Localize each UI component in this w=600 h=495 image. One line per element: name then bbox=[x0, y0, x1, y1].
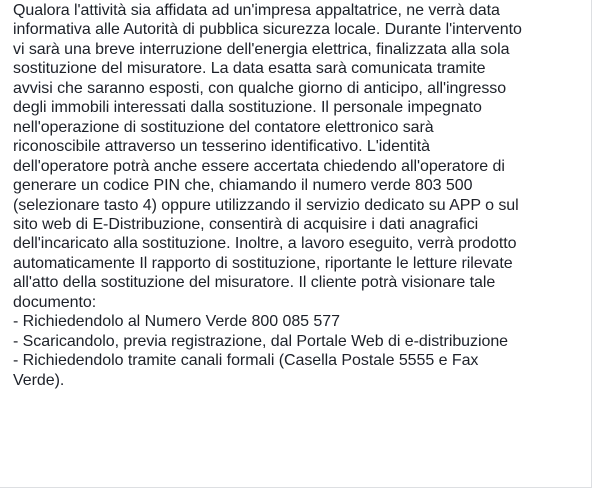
list-item-text: - Richiedendolo al Numero Verde 800 085 577 bbox=[13, 313, 340, 331]
text-line: degli immobili interessati dalla sostituzione. Il personale impegnato bbox=[13, 99, 482, 117]
text-line: all'atto della sostituzione del misuratore. Il cliente potrà visionare tale bbox=[13, 274, 496, 292]
text-line: dell'operatore potrà anche essere accertata chiedendo all'operatore di bbox=[13, 157, 505, 175]
list-item-text: - Richiedendolo tramite canali formali (Casella Postale 5555 e Fax bbox=[13, 352, 479, 370]
text-line: (selezionare tasto 4) oppure utilizzando il servizio dedicato su APP o sul bbox=[13, 196, 519, 214]
text-line: riconoscibile attraverso un tesserino identificativo. L'identità bbox=[13, 138, 430, 156]
post-body-text bbox=[13, 1, 591, 390]
text-line: dell'incaricato alla sostituzione. Inoltre, a lavoro eseguito, verrà prodotto bbox=[13, 235, 517, 253]
text-line: generare un codice PIN che, chiamando il numero verde 803 500 bbox=[13, 177, 473, 195]
text-line: sostituzione del misuratore. La data esatta sarà comunicata tramite bbox=[13, 60, 486, 78]
text-line: automaticamente Il rapporto di sostituzione, riportante le letture rilevate bbox=[13, 254, 513, 272]
list-item-text: Verde). bbox=[13, 371, 65, 389]
text-line: avvisi che saranno esposti, con qualche giorno di anticipo, all'ingresso bbox=[13, 79, 507, 97]
text-line: vi sarà una breve interruzione dell'energia elettrica, finalizzata alla sola bbox=[13, 40, 510, 58]
text-line: nell'operazione di sostituzione del contatore elettronico sarà bbox=[13, 118, 434, 136]
text-line: sito web di E-Distribuzione, consentirà di acquisire i dati anagrafici bbox=[13, 215, 479, 233]
text-line: informativa alle Autorità di pubblica sicurezza locale. Durante l'intervento bbox=[13, 21, 522, 39]
list-item-text: - Scaricandolo, previa registrazione, dal Portale Web di e-distribuzione bbox=[13, 332, 509, 350]
text-line: Qualora l'attività sia affidata ad un'impresa appaltatrice, ne verrà data bbox=[13, 2, 500, 19]
text-line: documento: bbox=[13, 293, 97, 311]
